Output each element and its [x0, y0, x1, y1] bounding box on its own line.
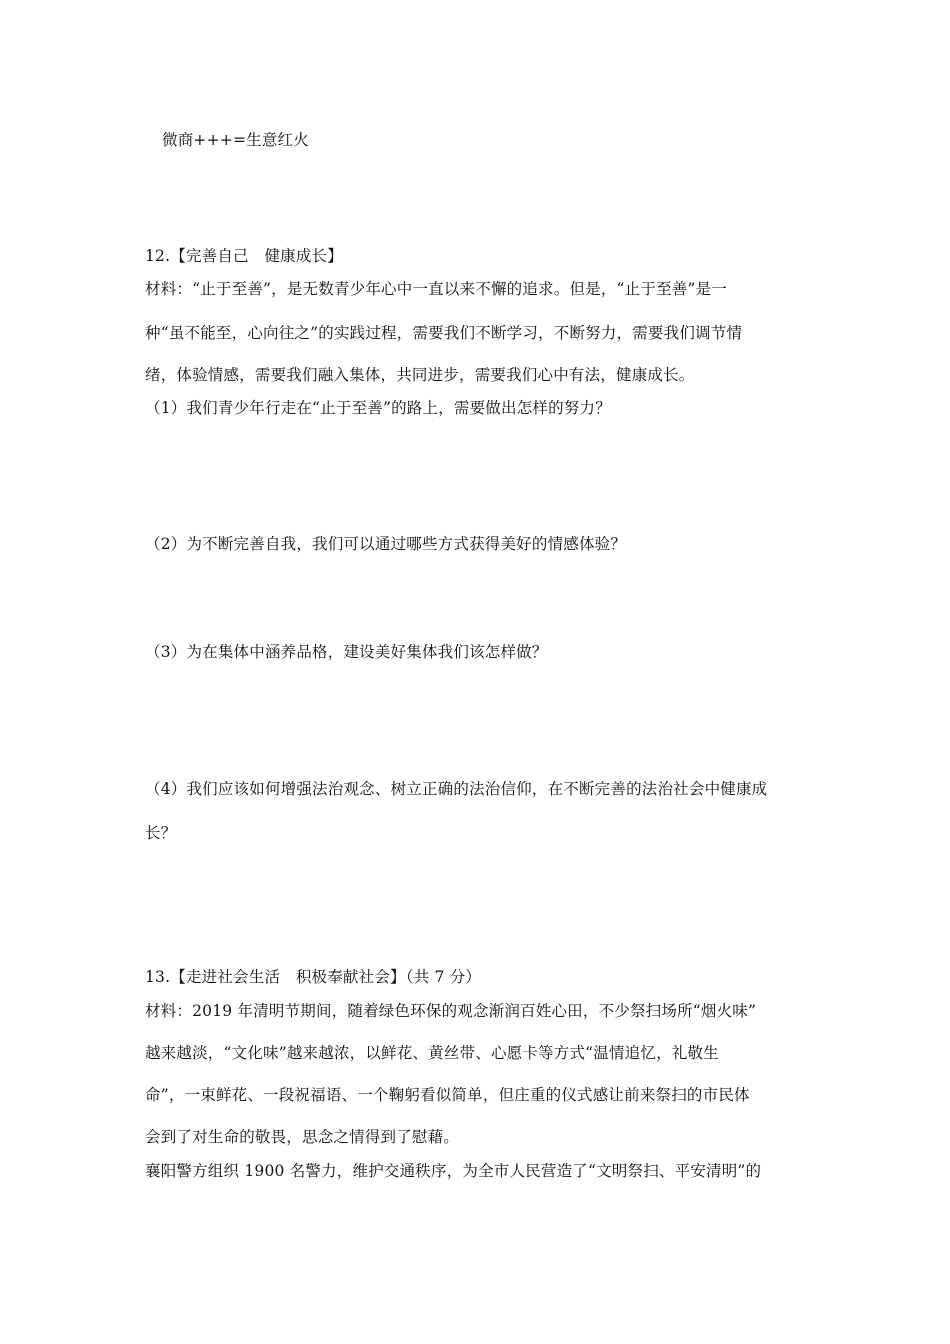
- question-13-material-line-4: 会到了对生命的敬畏，思念之情得到了慰藉。: [145, 1128, 460, 1146]
- question-13-material-line-1: 材料：2019 年清明节期间，随着绿色环保的观念渐润百姓心田，不少祭扫场所“烟火味”: [145, 1002, 757, 1020]
- question-12-sub-4-line-2: 长？: [145, 824, 177, 842]
- question-12-material-line-2: 种“虽不能至，心向往之”的实践过程，需要我们不断学习，不断努力，需要我们调节情: [145, 324, 743, 342]
- question-12-material-line-3: 绪，体验情感，需要我们融入集体，共同进步，需要我们心中有法，健康成长。: [145, 366, 695, 384]
- question-12-sub-3: （3）为在集体中涵养品格，建设美好集体我们该怎样做？: [145, 643, 548, 661]
- question-12-sub-4-line-1: （4）我们应该如何增强法治观念、树立正确的法治信仰，在不断完善的法治社会中健康成: [145, 780, 768, 798]
- question-13-material-line-5: 襄阳警方组织 1900 名警力，维护交通秩序，为全市人民营造了“文明祭扫、平安清明”的: [145, 1162, 762, 1180]
- question-13-heading: 13.【走进社会生活 积极奉献社会】（共 7 分）: [145, 968, 482, 986]
- top-text-line: 微商+++=生意红火: [162, 131, 309, 149]
- question-12-material-line-1: 材料：“止于至善”，是无数青少年心中一直以来不懈的追求。但是，“止于至善”是一: [145, 280, 727, 298]
- question-13-material-line-2: 越来越淡，“文化味”越来越浓，以鲜花、黄丝带、心愿卡等方式“温情追忆，礼敬生: [145, 1044, 719, 1062]
- question-13-material-line-3: 命”，一束鲜花、一段祝福语、一个鞠躬看似简单，但庄重的仪式感让前来祭扫的市民体: [145, 1086, 750, 1104]
- question-12-heading: 12.【完善自己 健康成长】: [145, 247, 343, 265]
- question-12-sub-1: （1）我们青少年行走在“止于至善”的路上，需要做出怎样的努力？: [145, 399, 611, 417]
- question-12-sub-2: （2）为不断完善自我，我们可以通过哪些方式获得美好的情感体验？: [145, 535, 627, 553]
